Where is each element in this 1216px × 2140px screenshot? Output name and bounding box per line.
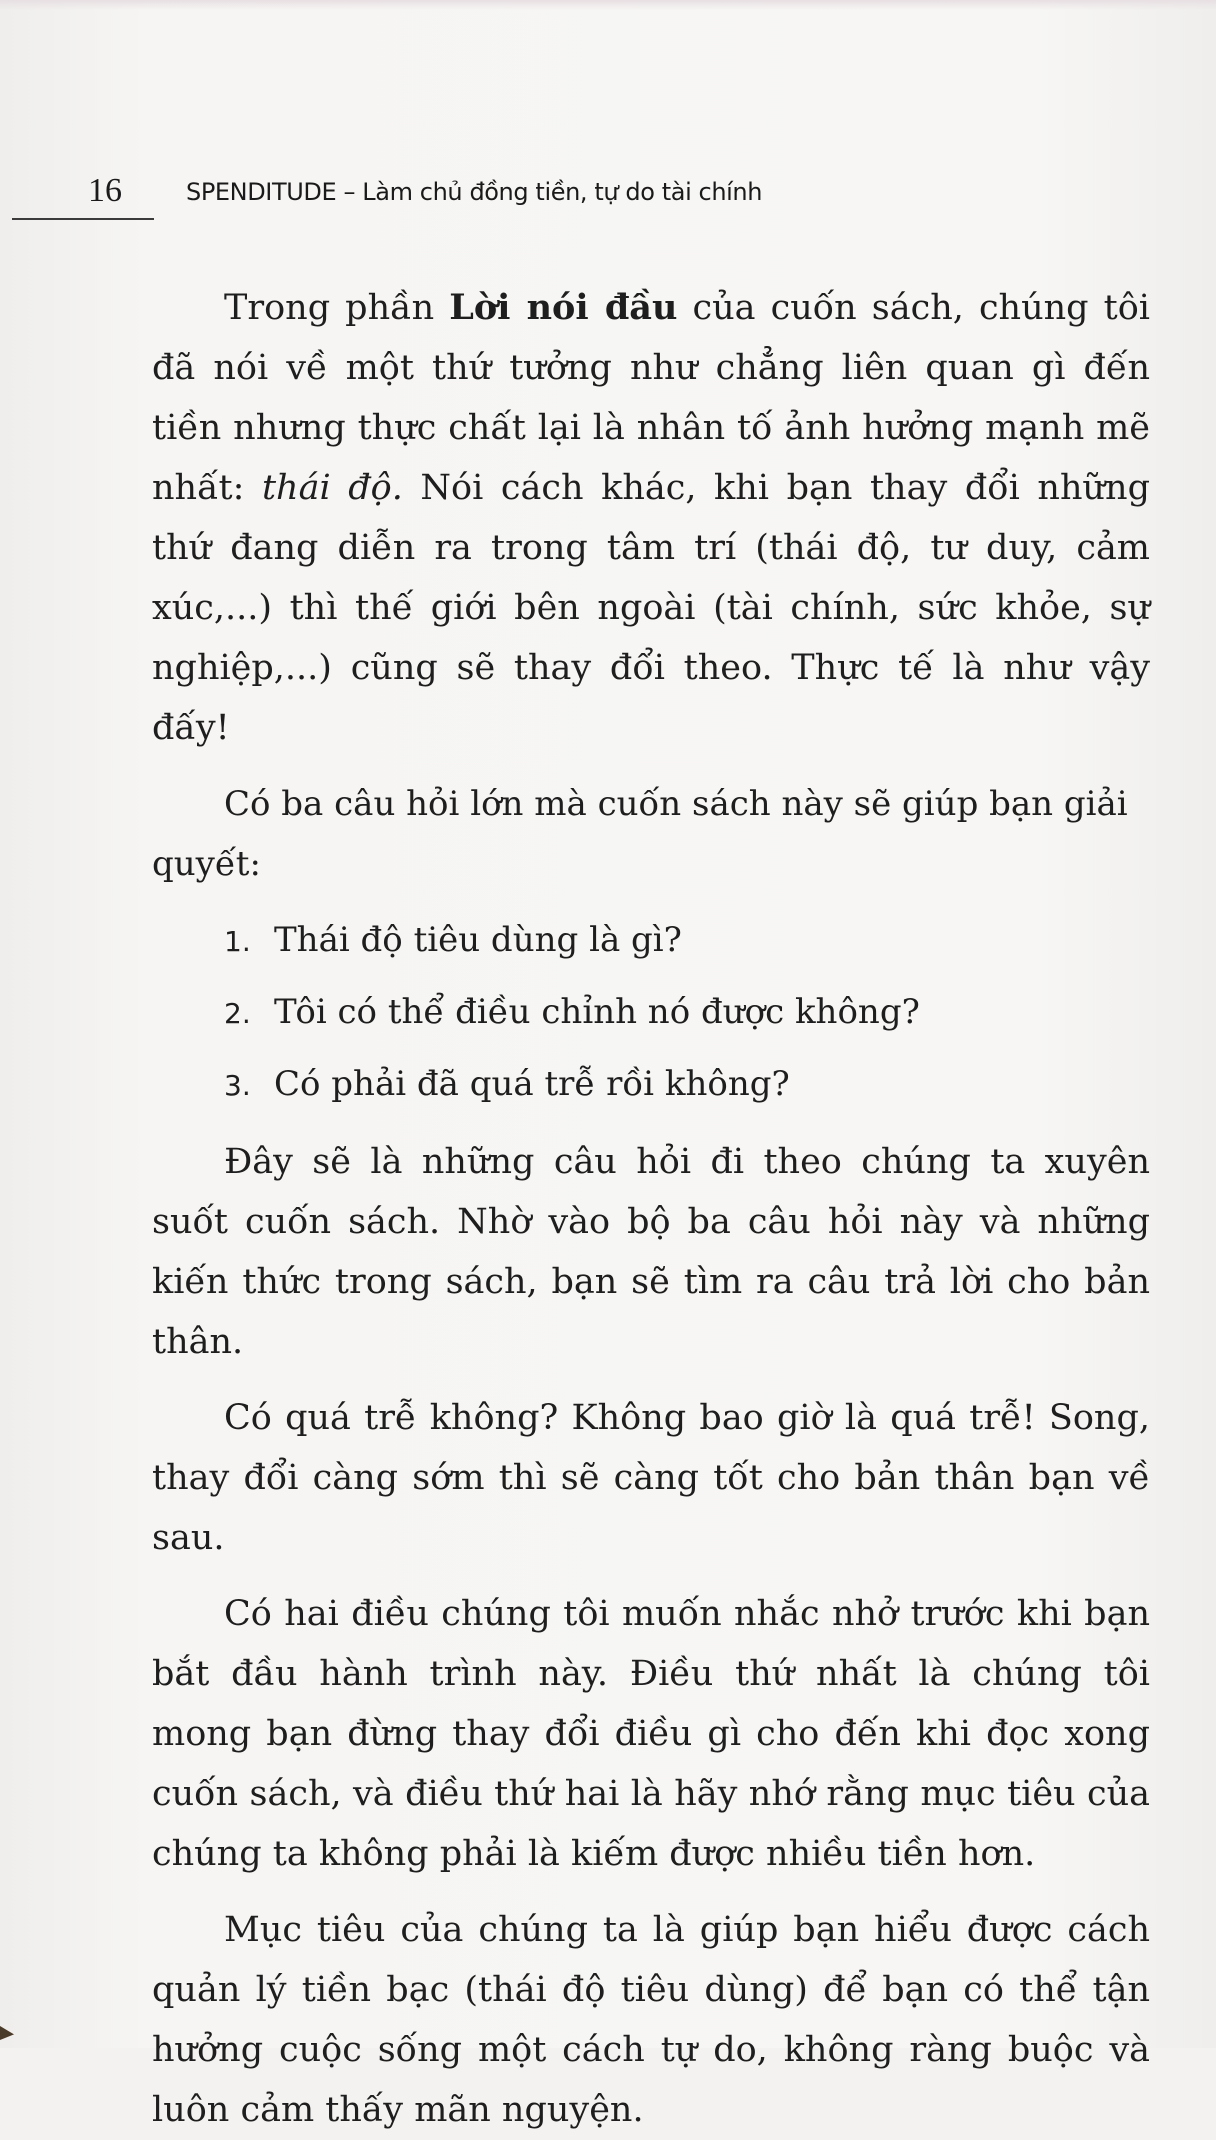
running-header: [0, 168, 1216, 220]
paragraph-our-goal: Mục tiêu của chúng ta là giúp bạn hiểu được cách quản lý tiền bạc (thái độ tiêu dùng) để bạn có thể tận hưởng cuộc sống một cách tự do, không ràng buộc và luôn cảm thấy mãn nguyện.: [152, 1910, 1150, 2130]
intro-italic-term: thái độ.: [261, 468, 403, 508]
intro-text-3: Nói cách khác, khi bạn thay đổi những thứ đang diễn ra trong tâm trí (thái độ, tư duy, cảm xúc,...) thì thế giới bên ngoài (tài chính, sức khỏe, sự nghiệp,...) cũng sẽ thay đổi theo. Thực tế là như vậy đấy!: [152, 468, 1150, 748]
intro-bold-term: Lời nói đầu: [449, 287, 678, 328]
list-item-number: 2.: [224, 997, 251, 1030]
questions-intro: Có ba câu hỏi lớn mà cuốn sách này sẽ giúp bạn giải quyết:: [152, 784, 1128, 884]
page-top-edge: [0, 0, 1216, 10]
page-body: [152, 278, 1150, 2140]
intro-text-2: của cuốn sách, chúng tôi đã nói về một thứ tưởng như chẳng liên quan gì đến tiền nhưng thực chất lại là nhân tố ảnh hưởng mạnh mẽ nhất:: [152, 288, 1151, 508]
paragraph-never-too-late: Có quá trễ không? Không bao giờ là quá trễ! Song, thay đổi càng sớm thì sẽ càng tốt cho bản thân bạn về sau.: [152, 1398, 1150, 1558]
list-item-number: 1.: [224, 925, 251, 958]
list-item-number: 3.: [224, 1069, 251, 1102]
list-item-text: Tôi có thể điều chỉnh nó được không?: [274, 992, 920, 1032]
questions-list: [152, 910, 1150, 1116]
intro-paragraph: [152, 278, 1150, 758]
paragraph-two-reminders: Có hai điều chúng tôi muốn nhắc nhở trước khi bạn bắt đầu hành trình này. Điều thứ nhất là chúng tôi mong bạn đừng thay đổi điều gì cho đến khi đọc xong cuốn sách, và điều thứ hai là hãy nhớ rằng mục tiêu của chúng ta không phải là kiếm được nhiều tiền hơn.: [152, 1594, 1150, 1874]
list-item-text: Có phải đã quá trễ rồi không?: [274, 1064, 790, 1104]
list-item: [152, 982, 1150, 1044]
page-corner-mark: [0, 2026, 14, 2040]
page-number: 16: [88, 172, 122, 209]
list-item-text: Thái độ tiêu dùng là gì?: [274, 920, 682, 960]
header-rule: [12, 218, 154, 220]
paragraph-questions-journey: Đây sẽ là những câu hỏi đi theo chúng ta xuyên suốt cuốn sách. Nhờ vào bộ ba câu hỏi này và những kiến thức trong sách, bạn sẽ tìm ra câu trả lời cho bản thân.: [152, 1142, 1150, 1362]
list-item: [152, 1054, 1150, 1116]
intro-text-1: Trong phần: [224, 288, 450, 328]
list-item: [152, 910, 1150, 972]
running-title: SPENDITUDE – Làm chủ đồng tiền, tự do tài chính: [186, 178, 763, 206]
